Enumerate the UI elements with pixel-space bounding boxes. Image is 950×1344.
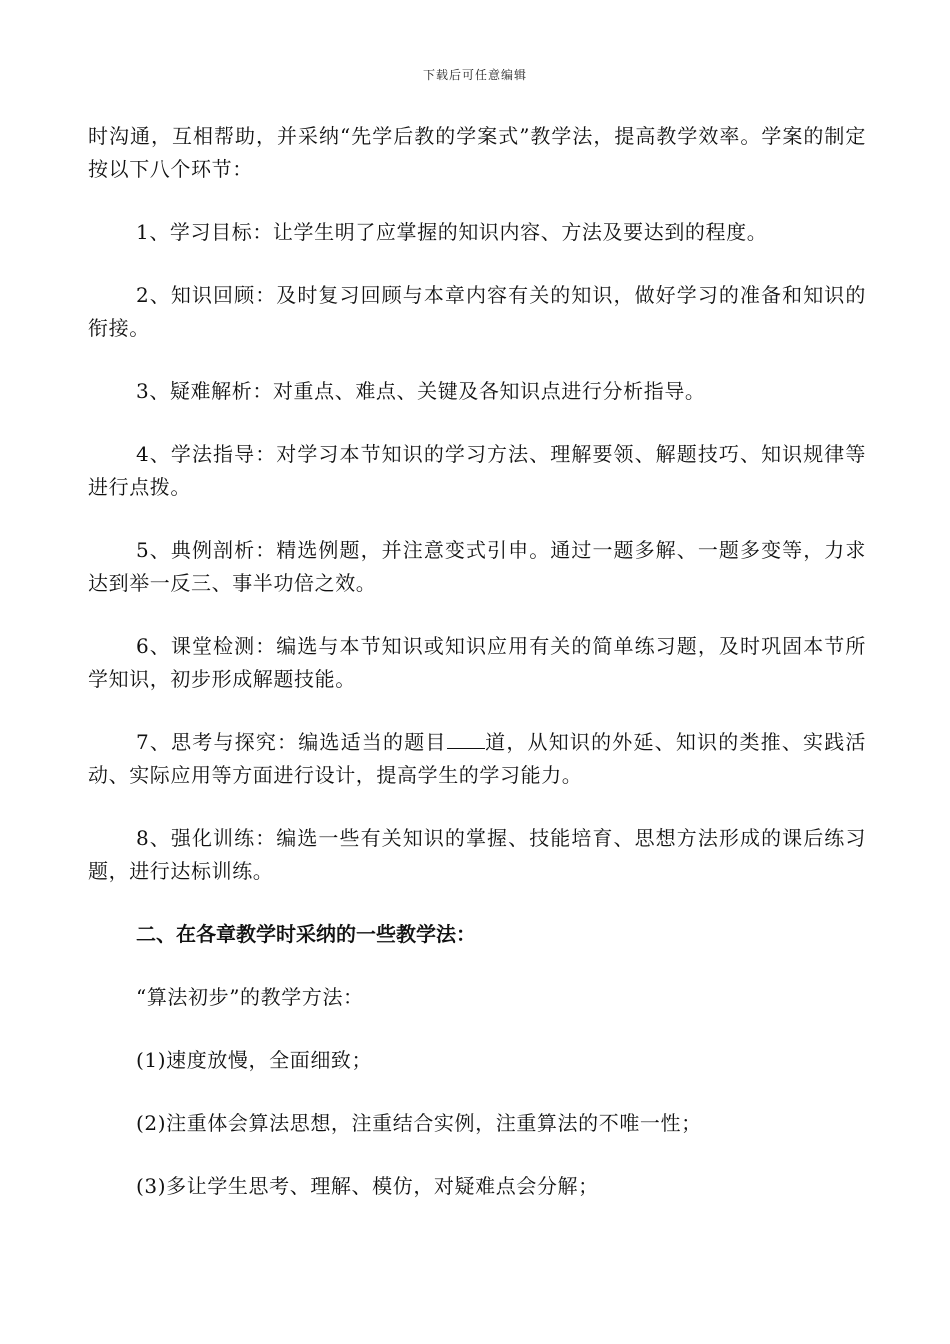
item-7 xyxy=(88,726,866,792)
item-6: 6、课堂检测：编选与本节知识或知识应用有关的简单练习题，及时巩固本节所学知识，初步形成解题技能。 xyxy=(88,634,866,691)
step-2: (2)注重体会算法思想，注重结合实例，注重算法的不唯一性； xyxy=(136,1111,702,1135)
item-2: 2、知识回顾：及时复习回顾与本章内容有关的知识，做好学习的准备和知识的衔接。 xyxy=(88,283,866,340)
page-header: 下载后可任意编辑 xyxy=(422,68,527,82)
intro-paragraph: 时沟通，互相帮助，并采纳“先学后教的学案式”教学法，提高教学效率。学案的制定按以下八个环节： xyxy=(88,124,866,181)
fill-blank xyxy=(447,728,485,749)
item-8: 8、强化训练：编选一些有关知识的掌握、技能培育、思想方法形成的课后练习题，进行达标训练。 xyxy=(88,826,866,883)
step-3: (3)多让学生思考、理解、模仿，对疑难点会分解； xyxy=(136,1174,599,1198)
item-7-before: 7、思考与探究：编选适当的题目 xyxy=(136,730,447,754)
item-5: 5、典例剖析：精选例题，并注意变式引申。通过一题多解、一题多变等，力求达到举一反三、事半功倍之效。 xyxy=(88,538,866,595)
item-1: 1、学习目标：让学生明了应掌握的知识内容、方法及要达到的程度。 xyxy=(136,220,768,244)
item-3: 3、疑难解析：对重点、难点、关键及各知识点进行分析指导。 xyxy=(136,379,706,403)
step-1: (1)速度放慢，全面细致； xyxy=(136,1048,373,1072)
item-7-after: 道，从知识的外延、知识的类推、实践活动、实际应用等方面进行设计，提高学生的学习能力。 xyxy=(88,730,866,787)
subheading: “算法初步”的教学方法： xyxy=(136,985,364,1009)
section-heading: 二、在各章教学时采纳的一些教学法： xyxy=(136,922,476,946)
document-body xyxy=(88,120,866,1233)
item-4: 4、学法指导：对学习本节知识的学习方法、理解要领、解题技巧、知识规律等进行点拨。 xyxy=(88,442,866,499)
